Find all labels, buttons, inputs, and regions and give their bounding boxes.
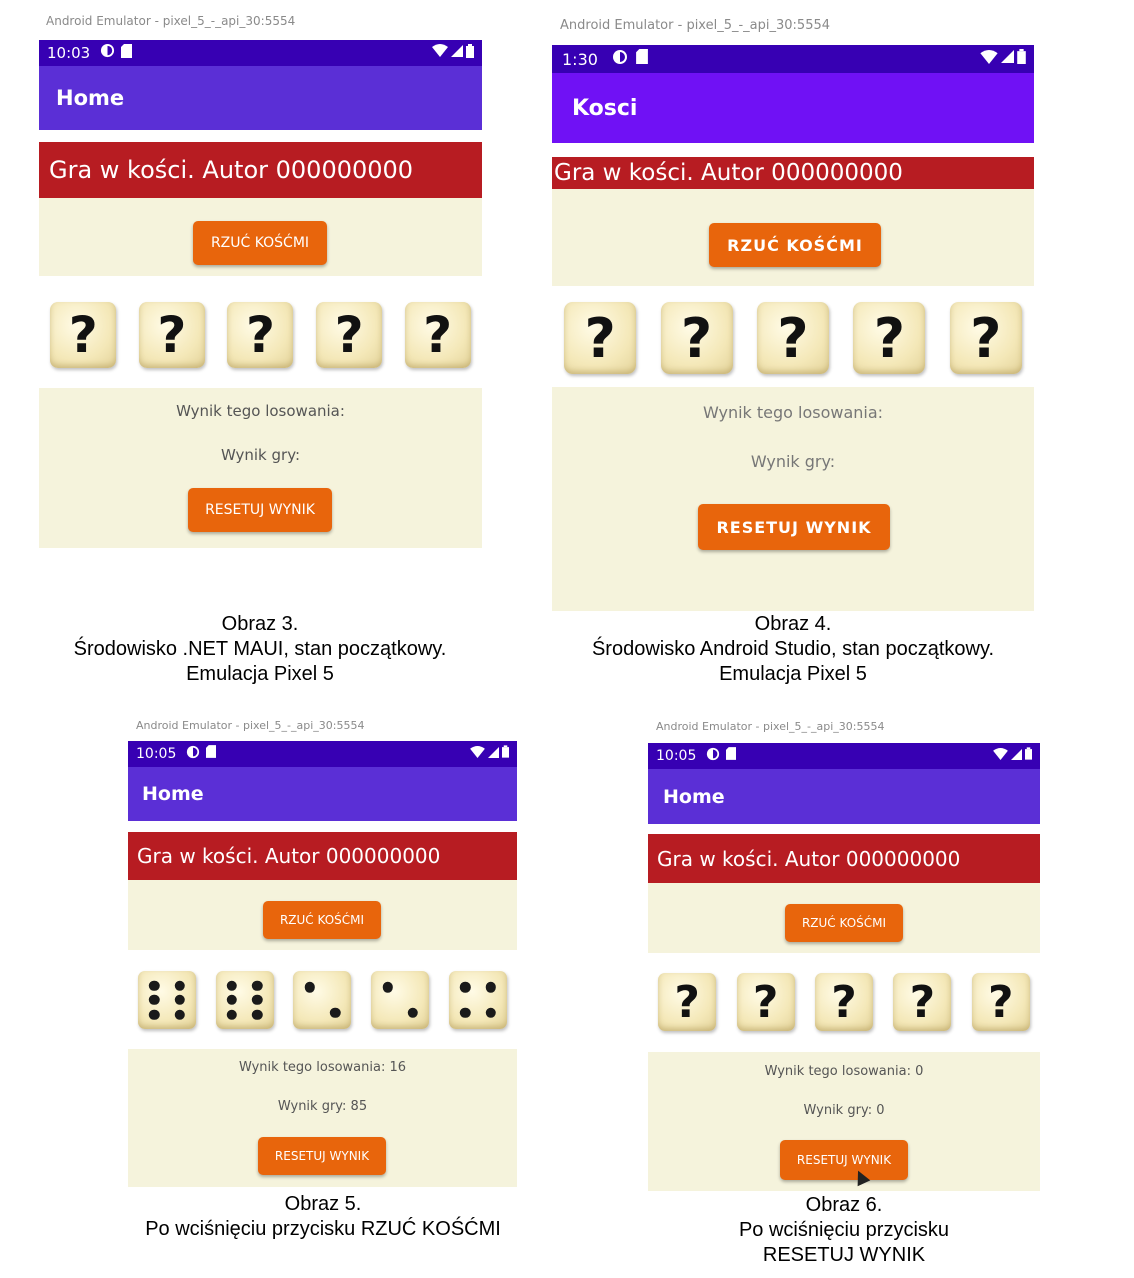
die-pip <box>305 982 315 992</box>
phone-screen <box>128 741 517 1187</box>
die-1-face-6 <box>138 971 196 1029</box>
game-header <box>648 834 1040 883</box>
reset-score-button[interactable]: RESETUJ WYNIK <box>780 1140 908 1180</box>
die-pip <box>252 995 262 1005</box>
status-bar <box>128 741 517 767</box>
signal-icon <box>1001 50 1014 68</box>
die-2 <box>737 973 795 1031</box>
die-question-mark: ? <box>157 306 187 364</box>
app-bar-title: Home <box>142 783 204 805</box>
caption-line: Środowisko Android Studio, stan początkowy. <box>591 638 995 660</box>
app-bar-title: Kosci <box>572 95 638 121</box>
circle-half-icon <box>100 43 115 63</box>
app-bar <box>39 66 482 130</box>
emulator-window-title: Android Emulator - pixel_5_-_api_30:5554 <box>136 719 365 732</box>
die-pip <box>174 980 184 990</box>
die-pip <box>227 995 237 1005</box>
die-question-mark: ? <box>334 306 364 364</box>
wifi-icon <box>470 745 485 763</box>
roll-dice-button[interactable]: RZUĆ KOŚĆMI <box>193 221 327 265</box>
reset-score-button[interactable]: RESETUJ WYNIK <box>258 1137 386 1175</box>
reset-score-button[interactable]: RESETUJ WYNIK <box>698 504 890 550</box>
caption-line: Środowisko .NET MAUI, stan początkowy. <box>73 638 447 660</box>
caption-line: Emulacja Pixel 5 <box>719 663 867 685</box>
die-pip <box>408 1008 418 1018</box>
screenshot-obraz-5 <box>128 716 518 1256</box>
dice-row <box>39 302 482 368</box>
die-3 <box>757 302 829 374</box>
caption-line: RESETUJ WYNIK <box>762 1244 926 1266</box>
battery-icon <box>1025 747 1032 765</box>
die-5 <box>405 302 471 368</box>
roll-section <box>648 883 1040 953</box>
app-bar-title: Home <box>663 785 725 808</box>
sd-card-icon <box>636 49 648 69</box>
roll-section <box>39 198 482 276</box>
roll-result-label: Wynik tego losowania: <box>702 403 884 422</box>
phone-screen <box>39 40 482 548</box>
die-pip <box>149 995 159 1005</box>
roll-dice-button[interactable]: RZUĆ KOŚĆMI <box>785 904 903 942</box>
signal-icon <box>451 44 463 62</box>
die-question-mark: ? <box>987 976 1014 1028</box>
die-question-mark: ? <box>752 976 779 1028</box>
header-title: Gra w kości. Autor 000000000 <box>554 160 903 186</box>
die-2 <box>661 302 733 374</box>
dice-row <box>552 302 1034 374</box>
die-pip <box>227 1009 237 1019</box>
game-header <box>39 142 482 198</box>
die-pip <box>486 1008 496 1018</box>
die-3-face-2 <box>293 971 351 1029</box>
die-pip <box>486 982 496 992</box>
caption-line: Obraz 3. <box>221 613 299 635</box>
circle-half-icon <box>706 747 720 766</box>
phone-screen <box>648 743 1040 1191</box>
screenshot-obraz-6 <box>648 717 1040 1275</box>
die-pip <box>382 982 392 992</box>
sd-card-icon <box>206 745 216 763</box>
wifi-icon <box>432 44 448 62</box>
caption-line: Po wciśnięciu przycisku <box>738 1219 950 1241</box>
header-title: Gra w kości. Autor 000000000 <box>49 156 414 184</box>
app-bar-title: Home <box>56 86 125 110</box>
die-3 <box>815 973 873 1031</box>
die-question-mark: ? <box>680 306 713 370</box>
die-2 <box>139 302 205 368</box>
die-4-face-2 <box>371 971 429 1029</box>
wifi-icon <box>993 747 1008 765</box>
die-pip <box>227 980 237 990</box>
battery-icon <box>1017 49 1026 69</box>
status-time: 10:05 <box>136 746 177 762</box>
signal-icon <box>1011 747 1022 765</box>
dice-row <box>128 971 517 1029</box>
phone-screen <box>552 45 1034 611</box>
circle-half-icon <box>186 745 200 764</box>
die-4 <box>316 302 382 368</box>
die-question-mark: ? <box>777 306 809 370</box>
caption-line: Obraz 6. <box>805 1194 883 1216</box>
caption-line: Po wciśnięciu przycisku RZUĆ KOŚĆMI <box>145 1218 501 1240</box>
die-question-mark: ? <box>68 306 98 364</box>
die-5 <box>972 973 1030 1031</box>
die-question-mark: ? <box>831 976 857 1028</box>
roll-result-label: Wynik tego losowania: <box>176 402 345 420</box>
game-header <box>552 157 1034 189</box>
die-3 <box>227 302 293 368</box>
die-pip <box>252 1009 262 1019</box>
game-result-label: Wynik gry: 0 <box>803 1103 885 1118</box>
die-question-mark: ? <box>674 976 700 1028</box>
roll-dice-button[interactable]: RZUĆ KOŚĆMI <box>709 223 881 267</box>
die-pip <box>252 980 262 990</box>
die-5 <box>950 302 1022 374</box>
battery-icon <box>502 745 509 763</box>
app-bar <box>552 73 1034 143</box>
screenshot-obraz-4 <box>552 12 1034 692</box>
die-question-mark: ? <box>909 976 936 1028</box>
sd-card-icon <box>726 747 736 765</box>
app-bar <box>128 767 517 821</box>
die-pip <box>330 1008 340 1018</box>
caption <box>108 1192 538 1242</box>
die-question-mark: ? <box>245 306 275 364</box>
die-1 <box>564 302 636 374</box>
die-1 <box>50 302 116 368</box>
die-pip <box>174 1009 184 1019</box>
status-bar <box>648 743 1040 769</box>
status-bar <box>552 45 1034 73</box>
die-question-mark: ? <box>584 306 616 370</box>
die-question-mark: ? <box>970 306 1002 370</box>
status-time: 1:30 <box>562 49 598 69</box>
result-section <box>552 387 1034 611</box>
die-2-face-6 <box>216 971 274 1029</box>
roll-section <box>128 880 517 950</box>
sd-card-icon <box>121 44 132 63</box>
screenshot-obraz-3 <box>38 10 482 690</box>
battery-icon <box>466 44 474 63</box>
caption <box>638 1193 1050 1268</box>
game-result-label: Wynik gry: <box>750 452 836 471</box>
result-section <box>39 388 482 548</box>
emulator-window-title: Android Emulator - pixel_5_-_api_30:5554 <box>656 720 885 733</box>
status-time: 10:03 <box>47 44 91 62</box>
emulator-window-title: Android Emulator - pixel_5_-_api_30:5554 <box>46 14 296 28</box>
game-result-label: Wynik gry: 85 <box>277 1099 368 1114</box>
game-result-label: Wynik gry: <box>220 446 301 464</box>
result-section <box>128 1049 517 1187</box>
die-pip <box>460 982 470 992</box>
die-5-face-4 <box>449 971 507 1029</box>
emulator-window-title: Android Emulator - pixel_5_-_api_30:5554 <box>560 18 831 33</box>
roll-dice-button[interactable]: RZUĆ KOŚĆMI <box>263 901 381 939</box>
die-1 <box>658 973 716 1031</box>
status-bar <box>39 40 482 66</box>
reset-score-button[interactable]: RESETUJ WYNIK <box>188 488 332 532</box>
wifi-icon <box>980 50 998 69</box>
game-header <box>128 832 517 880</box>
app-bar <box>648 769 1040 824</box>
header-title: Gra w kości. Autor 000000000 <box>657 846 961 871</box>
roll-result-label: Wynik tego losowania: 0 <box>764 1064 924 1079</box>
roll-section <box>552 189 1034 286</box>
roll-result-label: Wynik tego losowania: 16 <box>238 1060 407 1075</box>
die-pip <box>149 980 159 990</box>
caption-line: Emulacja Pixel 5 <box>186 663 334 685</box>
die-pip <box>460 1008 470 1018</box>
die-question-mark: ? <box>423 306 453 364</box>
caption-line: Obraz 4. <box>754 613 832 635</box>
caption <box>12 612 508 687</box>
dice-row <box>648 973 1040 1033</box>
die-4 <box>893 973 951 1031</box>
die-pip <box>174 995 184 1005</box>
result-section <box>648 1052 1040 1191</box>
status-time: 10:05 <box>656 748 697 764</box>
caption-line: Obraz 5. <box>284 1193 362 1215</box>
caption <box>532 612 1054 687</box>
die-question-mark: ? <box>873 306 906 370</box>
die-4 <box>853 302 925 374</box>
signal-icon <box>488 745 499 763</box>
header-title: Gra w kości. Autor 000000000 <box>137 844 441 868</box>
circle-half-icon <box>612 49 628 70</box>
die-pip <box>149 1009 159 1019</box>
